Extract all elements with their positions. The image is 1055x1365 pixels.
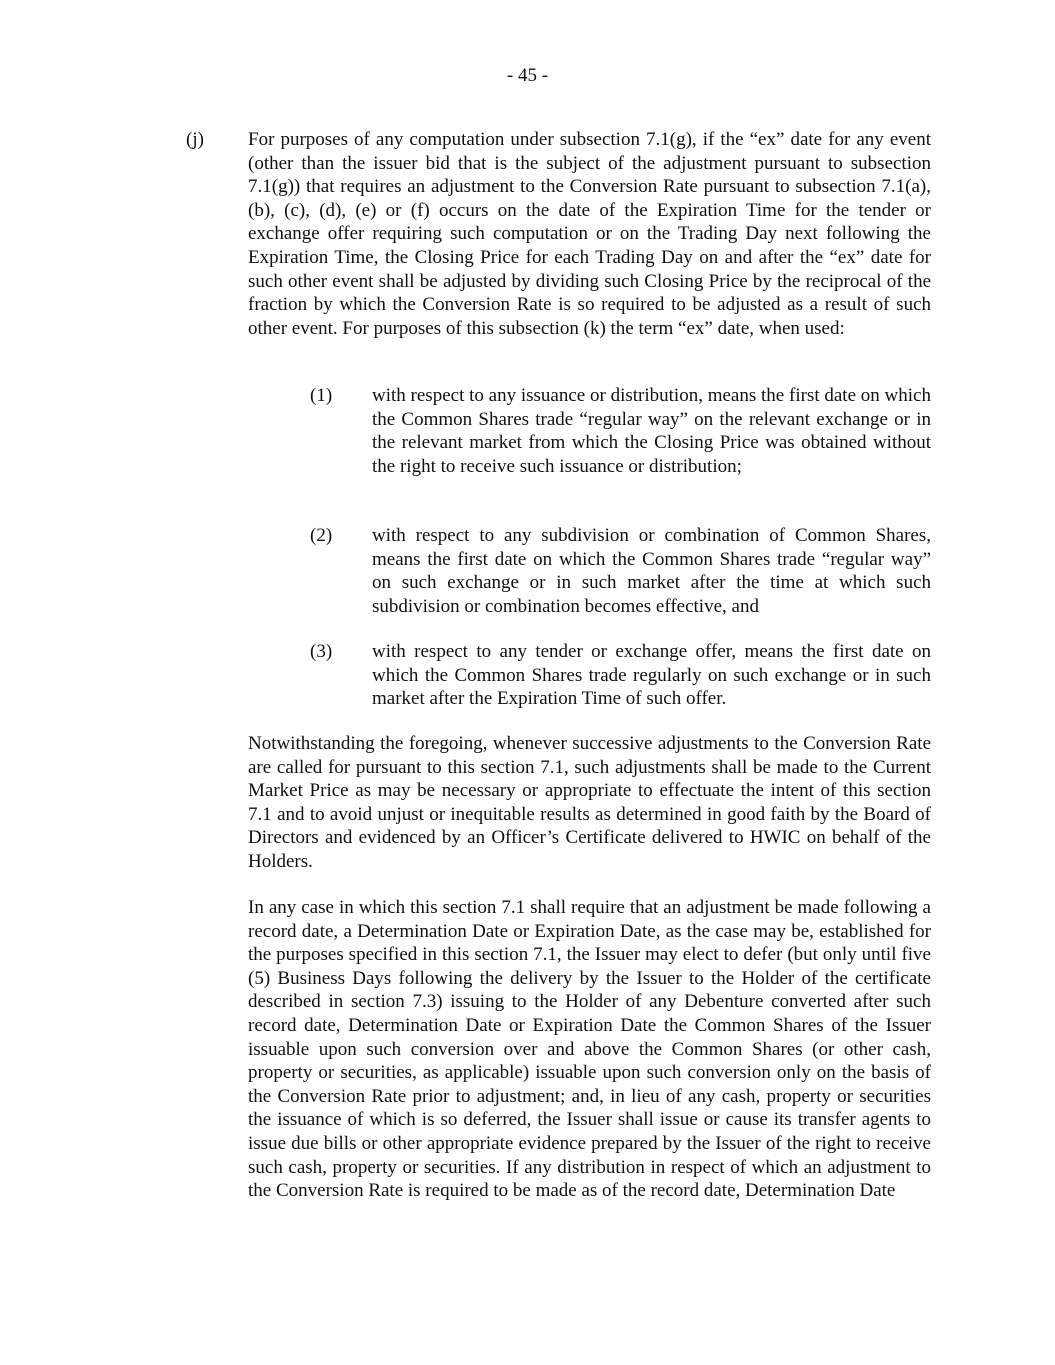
subitem-3-text: with respect to any tender or exchange offer, means the first date on which the Common Shares trade regularly on such exchange or in such market after the Expiration Time of such offer. — [372, 641, 931, 710]
page-number: - 45 - — [506, 65, 549, 86]
subitem-1-text: with respect to any issuance or distribution, means the first date on which the Common Shares trade “regular way” on the relevant exchange or in the relevant market from which the Closing Price was obtained without the right to receive such issuance or distribution; — [372, 385, 931, 477]
clause-text: For purposes of any computation under subsection 7.1(g), if the “ex” date for any event (other than the issuer bid that is the subject of the adjustment pursuant to subsection 7.1(g)) that requires an adjustment to the Conversion Rate pursuant to subsection 7.1(a), (b), (c), (d), (e) or (f) occurs on the date of the Expiration Time for the tender or exchange offer requiring such computation or on the Trading Day next following the Expiration Time, the Closing Price for each Trading Day on and after the “ex” date for such other event shall be adjusted by dividing such Closing Price by the reciprocal of the fraction by which the Conversion Rate is so required to be adjusted as a result of such other event. For purposes of this subsection (k) the term “ex” date, when used: — [248, 129, 931, 339]
subitem-2-text: with respect to any subdivision or combination of Common Shares, means the first date on which the Common Shares trade “regular way” on such exchange or in such market after the time at which such subdivision or combination becomes effective, and — [372, 525, 931, 617]
subitem-2-label: (2) — [310, 525, 333, 546]
paragraph-deferral: In any case in which this section 7.1 shall require that an adjustment be made following a record date, a Determination Date or Expiration Date, as the case may be, established for the purposes specified in this section 7.1, the Issuer may elect to defer (but only until five (5) Business Days following the delivery by the Issuer to the Holder of the certificate described in section 7.3) issuing to the Holder of any Debenture converted after such record date, Determination Date or Expiration Date the Common Shares of the Issuer issuable upon such conversion over and above the Common Shares (or other cash, property or securities, as applicable) issuable upon such conversion only on the basis of the Conversion Rate prior to adjustment; and, in lieu of any cash, property or securities the issuance of which is so deferred, the Issuer shall issue or cause its transfer agents to issue due bills or other appropriate evidence prepared by the Issuer of the right to receive such cash, property or securities. If any distribution in respect of which an adjustment to the Conversion Rate is required to be made as of the record date, Determination Date — [248, 897, 931, 1202]
subitem-1-label: (1) — [310, 385, 333, 406]
subitem-3-label: (3) — [310, 641, 333, 662]
paragraph-notwithstanding: Notwithstanding the foregoing, whenever successive adjustments to the Conversion Rate are called for pursuant to this section 7.1, such adjustments shall be made to the Current Market Price as may be necessary or appropriate to effectuate the intent of this section 7.1 and to avoid unjust or inequitable results as determined in good faith by the Board of Directors and evidenced by an Officer’s Certificate delivered to HWIC on behalf of the Holders. — [248, 733, 931, 872]
clause-label: (j) — [186, 129, 204, 150]
